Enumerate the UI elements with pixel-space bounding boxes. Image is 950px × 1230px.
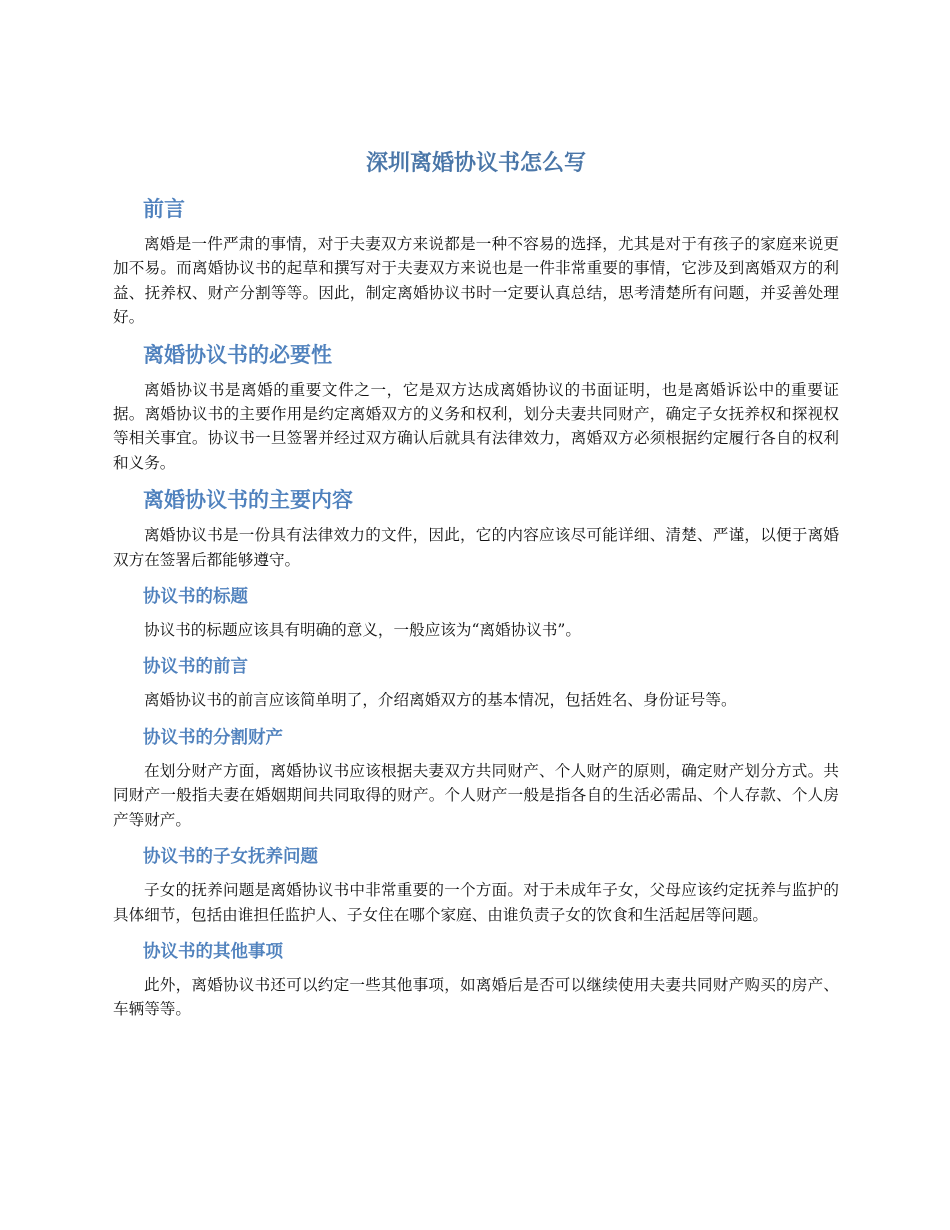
subsection-paragraph-preface: 离婚协议书的前言应该简单明了，介绍离婚双方的基本情况，包括姓名、身份证号等。	[144, 691, 737, 710]
subsection-heading-children: 协议书的子女抚养问题	[143, 847, 318, 868]
subsection-paragraph-property: 在划分财产方面，离婚协议书应该根据夫妻双方共同财产、个人财产的原则，确定财产划分方式。共同财产一般指夫妻在婚姻期间共同取得的财产。个人财产一般是指各自的生活必需品、个人存款、个人房产等财产。	[113, 761, 839, 829]
subsection-paragraph-children: 子女的抚养问题是离婚协议书中非常重要的一个方面。对于未成年子女，父母应该约定抚养与监护的具体细节，包括由谁担任监护人、子女住在哪个家庭、由谁负责子女的饮食和生活起居等问题。	[113, 881, 839, 924]
subsection-paragraph-title: 协议书的标题应该具有明确的意义，一般应该为“离婚协议书”。	[144, 621, 581, 640]
subsection-paragraph-other: 此外，离婚协议书还可以约定一些其他事项，如离婚后是否可以继续使用夫妻共同财产购买的房产、车辆等等。	[113, 975, 839, 1019]
section-paragraph-main-content: 离婚协议书是一份具有法律效力的文件，因此，它的内容应该尽可能详细、清楚、严谨，以便于离婚双方在签署后都能够遵守。	[113, 526, 839, 569]
subsection-heading-other: 协议书的其他事项	[143, 941, 283, 962]
section-heading-necessity: 离婚协议书的必要性	[143, 342, 332, 367]
section-heading-preface: 前言	[143, 197, 185, 221]
subsection-heading-title: 协议书的标题	[143, 587, 248, 608]
page-title: 深圳离婚协议书怎么写	[365, 151, 586, 176]
document-body	[113, 146, 839, 1030]
section-paragraph-preface: 离婚是一件严肃的事情，对于夫妻双方来说都是一种不容易的选择，尤其是对于有孩子的家庭来说更加不易。而离婚协议书的起草和撰写对于夫妻双方来说也是一件非常重要的事情，它涉及到离婚双方的利益、抚养权、财产分割等等。因此，制定离婚协议书时一定要认真总结，思考清楚所有问题，并妥善处理好。	[113, 235, 839, 327]
section-heading-main-content: 离婚协议书的主要内容	[143, 488, 353, 513]
section-paragraph-necessity: 离婚协议书是离婚的重要文件之一，它是双方达成离婚协议的书面证明，也是离婚诉讼中的重要证据。离婚协议书的主要作用是约定离婚双方的义务和权利，划分夫妻共同财产，确定子女抚养权和探视权等相关事宜。协议书一旦签署并经过双方确认后就具有法律效力，离婚双方必须根据约定履行各自的权利和义务。	[113, 380, 839, 472]
subsection-heading-property: 协议书的分割财产	[143, 727, 283, 748]
subsection-heading-preface: 协议书的前言	[143, 657, 248, 678]
